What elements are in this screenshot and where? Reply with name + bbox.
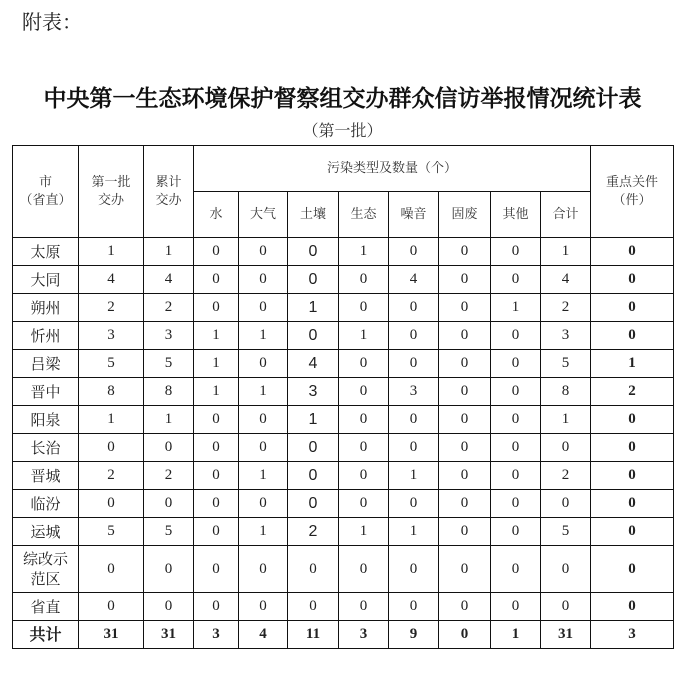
ecology-cell: 0 [339, 294, 389, 322]
noise-cell: 0 [389, 490, 439, 518]
air-cell: 0 [239, 490, 288, 518]
subtotal-cell: 5 [541, 518, 591, 546]
total-label: 共计 [13, 621, 79, 649]
other-cell: 0 [491, 490, 541, 518]
batch1-cell: 2 [79, 462, 144, 490]
ecology-cell: 0 [339, 378, 389, 406]
cumulative-cell: 5 [144, 518, 194, 546]
noise-cell: 0 [389, 322, 439, 350]
subtotal-cell: 0 [541, 546, 591, 593]
table-row [13, 266, 674, 294]
cumulative-cell: 1 [144, 406, 194, 434]
ecology-cell: 0 [339, 434, 389, 462]
header-batch1-line1: 第一批 [91, 174, 131, 190]
subtotal-cell: 2 [541, 462, 591, 490]
noise-cell: 1 [389, 462, 439, 490]
city-cell: 长治 [13, 434, 79, 462]
soil-cell: 0 [288, 462, 339, 490]
header-pollution-group: 污染类型及数量（个） [194, 146, 591, 192]
header-batch1 [79, 146, 144, 238]
key-cases-cell: 0 [591, 462, 674, 490]
other-total: 1 [491, 621, 541, 649]
solid-waste-cell: 0 [439, 294, 491, 322]
water-cell: 0 [194, 462, 239, 490]
water-cell: 0 [194, 434, 239, 462]
noise-cell: 1 [389, 518, 439, 546]
cumulative-total: 31 [144, 621, 194, 649]
batch1-cell: 3 [79, 322, 144, 350]
subtotal-cell: 0 [541, 434, 591, 462]
noise-total: 9 [389, 621, 439, 649]
cumulative-cell: 0 [144, 593, 194, 621]
key-cases-cell: 1 [591, 350, 674, 378]
air-cell: 0 [239, 350, 288, 378]
air-cell: 0 [239, 434, 288, 462]
soil-cell: 0 [288, 322, 339, 350]
solid-waste-cell: 0 [439, 322, 491, 350]
air-cell: 0 [239, 238, 288, 266]
batch1-cell: 0 [79, 434, 144, 462]
statistics-table [12, 145, 674, 649]
water-total: 3 [194, 621, 239, 649]
key-cases-cell: 0 [591, 266, 674, 294]
batch1-cell: 0 [79, 546, 144, 593]
noise-cell: 0 [389, 350, 439, 378]
key-cases-cell: 0 [591, 518, 674, 546]
key-cases-cell: 0 [591, 406, 674, 434]
table-row [13, 462, 674, 490]
key-cases-cell: 0 [591, 490, 674, 518]
key-cases-cell: 0 [591, 238, 674, 266]
ecology-cell: 0 [339, 490, 389, 518]
water-cell: 0 [194, 518, 239, 546]
subtotal-cell: 2 [541, 294, 591, 322]
solid-waste-cell: 0 [439, 266, 491, 294]
table-row [13, 406, 674, 434]
water-cell: 1 [194, 322, 239, 350]
subtotal-cell: 3 [541, 322, 591, 350]
batch1-cell: 2 [79, 294, 144, 322]
header-air: 大气 [239, 192, 288, 238]
key-cases-total: 3 [591, 621, 674, 649]
water-cell: 0 [194, 546, 239, 593]
cumulative-cell: 0 [144, 490, 194, 518]
solid-waste-cell: 0 [439, 518, 491, 546]
city-cell: 运城 [13, 518, 79, 546]
ecology-cell: 0 [339, 406, 389, 434]
city-cell: 太原 [13, 238, 79, 266]
table-row [13, 546, 674, 593]
soil-cell: 2 [288, 518, 339, 546]
other-cell: 0 [491, 322, 541, 350]
noise-cell: 0 [389, 294, 439, 322]
soil-cell: 1 [288, 294, 339, 322]
solid-waste-cell: 0 [439, 378, 491, 406]
subtotal-total: 31 [541, 621, 591, 649]
air-cell: 0 [239, 294, 288, 322]
header-key-cases [591, 146, 674, 238]
solid-waste-cell: 0 [439, 350, 491, 378]
other-cell: 0 [491, 238, 541, 266]
solid-waste-cell: 0 [439, 546, 491, 593]
cumulative-cell: 5 [144, 350, 194, 378]
city-cell [13, 546, 79, 593]
solid-waste-cell: 0 [439, 490, 491, 518]
noise-cell: 3 [389, 378, 439, 406]
cumulative-cell: 8 [144, 378, 194, 406]
header-ecology: 生态 [339, 192, 389, 238]
header-subtotal: 合计 [541, 192, 591, 238]
air-cell: 0 [239, 406, 288, 434]
noise-cell: 0 [389, 238, 439, 266]
water-cell: 0 [194, 238, 239, 266]
page-title: 中央第一生态环境保护督察组交办群众信访举报情况统计表 [43, 85, 642, 112]
total-row [13, 621, 674, 649]
soil-cell: 1 [288, 406, 339, 434]
other-cell: 0 [491, 266, 541, 294]
header-other: 其他 [491, 192, 541, 238]
cumulative-cell: 4 [144, 266, 194, 294]
city-cell: 大同 [13, 266, 79, 294]
table-row [13, 378, 674, 406]
city-cell: 临汾 [13, 490, 79, 518]
subtotal-cell: 0 [541, 490, 591, 518]
ecology-cell: 0 [339, 462, 389, 490]
water-cell: 1 [194, 350, 239, 378]
ecology-cell: 1 [339, 322, 389, 350]
other-cell: 0 [491, 434, 541, 462]
subtotal-cell: 5 [541, 350, 591, 378]
ecology-cell: 0 [339, 546, 389, 593]
other-cell: 0 [491, 593, 541, 621]
header-water: 水 [194, 192, 239, 238]
city-cell-line1: 综改示 [22, 550, 68, 568]
header-solid-waste: 固废 [439, 192, 491, 238]
soil-cell: 3 [288, 378, 339, 406]
other-cell: 0 [491, 350, 541, 378]
ecology-cell: 0 [339, 593, 389, 621]
batch1-cell: 5 [79, 350, 144, 378]
table-row [13, 434, 674, 462]
subtotal-cell: 1 [541, 406, 591, 434]
noise-cell: 4 [389, 266, 439, 294]
other-cell: 0 [491, 546, 541, 593]
key-cases-cell: 0 [591, 322, 674, 350]
soil-cell: 0 [288, 266, 339, 294]
header-cumulative-line1: 累计 [155, 174, 182, 190]
soil-cell: 0 [288, 490, 339, 518]
cumulative-cell: 2 [144, 462, 194, 490]
table-row [13, 518, 674, 546]
table-row [13, 350, 674, 378]
ecology-cell: 1 [339, 518, 389, 546]
water-cell: 0 [194, 294, 239, 322]
noise-cell: 0 [389, 546, 439, 593]
solid-waste-cell: 0 [439, 593, 491, 621]
cumulative-cell: 1 [144, 238, 194, 266]
solid-waste-cell: 0 [439, 434, 491, 462]
city-cell: 忻州 [13, 322, 79, 350]
table-row [13, 490, 674, 518]
subtotal-cell: 8 [541, 378, 591, 406]
city-cell-line2: 范区 [30, 570, 61, 588]
attachment-label: 附表： [22, 10, 82, 34]
subtotal-cell: 1 [541, 238, 591, 266]
city-cell: 晋城 [13, 462, 79, 490]
solid-waste-total: 0 [439, 621, 491, 649]
solid-waste-cell: 0 [439, 238, 491, 266]
batch1-cell: 8 [79, 378, 144, 406]
header-soil: 土壤 [288, 192, 339, 238]
water-cell: 1 [194, 378, 239, 406]
header-city-line2: （省直） [19, 192, 72, 208]
header-batch1-line2: 交办 [97, 192, 124, 208]
soil-cell: 0 [288, 238, 339, 266]
key-cases-cell: 0 [591, 434, 674, 462]
other-cell: 0 [491, 378, 541, 406]
cumulative-cell: 0 [144, 546, 194, 593]
water-cell: 0 [194, 593, 239, 621]
ecology-cell: 0 [339, 350, 389, 378]
air-cell: 1 [239, 378, 288, 406]
table-row [13, 238, 674, 266]
subtotal-cell: 4 [541, 266, 591, 294]
air-cell: 0 [239, 546, 288, 593]
air-total: 4 [239, 621, 288, 649]
ecology-total: 3 [339, 621, 389, 649]
air-cell: 1 [239, 518, 288, 546]
batch1-cell: 0 [79, 490, 144, 518]
noise-cell: 0 [389, 406, 439, 434]
header-cumulative-line2: 交办 [155, 192, 182, 208]
batch1-cell: 0 [79, 593, 144, 621]
header-key-cases-line2: （件） [612, 192, 652, 208]
page-subtitle: （第一批） [302, 121, 383, 140]
key-cases-cell: 0 [591, 546, 674, 593]
water-cell: 0 [194, 266, 239, 294]
ecology-cell: 0 [339, 266, 389, 294]
cumulative-cell: 0 [144, 434, 194, 462]
ecology-cell: 1 [339, 238, 389, 266]
solid-waste-cell: 0 [439, 406, 491, 434]
key-cases-cell: 0 [591, 294, 674, 322]
table-row [13, 294, 674, 322]
batch1-cell: 4 [79, 266, 144, 294]
soil-cell: 0 [288, 593, 339, 621]
soil-cell: 4 [288, 350, 339, 378]
air-cell: 1 [239, 462, 288, 490]
batch1-cell: 5 [79, 518, 144, 546]
noise-cell: 0 [389, 593, 439, 621]
other-cell: 0 [491, 406, 541, 434]
other-cell: 1 [491, 294, 541, 322]
soil-cell: 0 [288, 434, 339, 462]
water-cell: 0 [194, 406, 239, 434]
key-cases-cell: 0 [591, 593, 674, 621]
city-cell: 晋中 [13, 378, 79, 406]
soil-cell: 0 [288, 546, 339, 593]
header-noise: 噪音 [389, 192, 439, 238]
batch1-cell: 1 [79, 238, 144, 266]
city-cell: 阳泉 [13, 406, 79, 434]
header-city-line1: 市 [38, 174, 52, 190]
air-cell: 0 [239, 266, 288, 294]
subtotal-cell: 0 [541, 593, 591, 621]
city-cell: 朔州 [13, 294, 79, 322]
city-cell: 吕梁 [13, 350, 79, 378]
air-cell: 0 [239, 593, 288, 621]
header-city [13, 146, 79, 238]
table-row [13, 593, 674, 621]
other-cell: 0 [491, 518, 541, 546]
air-cell: 1 [239, 322, 288, 350]
cumulative-cell: 2 [144, 294, 194, 322]
other-cell: 0 [491, 462, 541, 490]
city-cell: 省直 [13, 593, 79, 621]
noise-cell: 0 [389, 434, 439, 462]
solid-waste-cell: 0 [439, 462, 491, 490]
key-cases-cell: 2 [591, 378, 674, 406]
header-cumulative [144, 146, 194, 238]
cumulative-cell: 3 [144, 322, 194, 350]
batch1-total: 31 [79, 621, 144, 649]
water-cell: 0 [194, 490, 239, 518]
batch1-cell: 1 [79, 406, 144, 434]
header-key-cases-line1: 重点关件 [606, 174, 659, 190]
table-row [13, 322, 674, 350]
soil-total: 11 [288, 621, 339, 649]
